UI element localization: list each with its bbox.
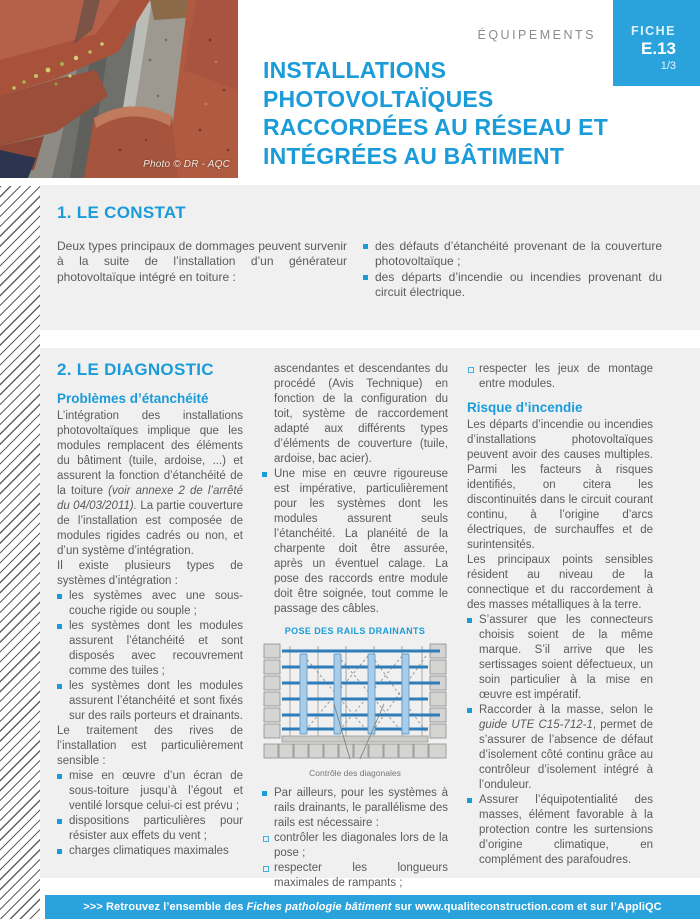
diagnostic-column-1 <box>57 362 243 891</box>
rives-list <box>57 769 243 859</box>
hatch-margin-band <box>0 186 40 919</box>
rails-figure-caption: Contrôle des diagonales <box>309 768 401 778</box>
title-line-4: INTÉGRÉES AU BÂTIMENT <box>263 142 565 169</box>
parallelisme-list-continuation <box>467 362 653 392</box>
systeme-item: les systèmes dont les modules assurent l’étanchéité et sont disposés avec recouvrement comme des tuiles ; <box>57 619 243 679</box>
etancheite-p1-text: L’intégration des installations photovoltaïques implique que les modules remplacent des éléments du bâtiment (tuile, ardoise, ...) et assurent la fonction d’étanchéité de la toiture <box>57 410 243 497</box>
mise-en-oeuvre-item: Une mise en œuvre rigoureuse est impérative, particulièrement pour les systèmes dont les modules assurent seuls l’étanchéité. La planéité de la charpente doit être assurée, après un éventuel calage. La pose des raccords entre module doit être soignée, tout comme le passage des câbles. <box>262 467 448 617</box>
incendie-b2-text-end: , permet de s’assurer de l’absence de défaut d’isolement côté continu grâce au contrôleur d’isolement intégré à l’onduleur. <box>479 719 653 791</box>
incendie-b2-text: Raccorder à la masse, selon le <box>479 704 653 716</box>
etancheite-p1-reference: (voir annexe 2 de l’arrêté du 04/03/2011). <box>57 485 243 512</box>
etancheite-paragraph-1 <box>57 409 243 559</box>
photo-credit: Photo © DR - AQC <box>143 159 230 170</box>
subheading-etancheite: Problèmes d’étanchéité <box>57 391 209 406</box>
section-diagnostic-heading: 2. LE DIAGNOSTIC <box>57 360 214 379</box>
incendie-paragraph-1: Les départs d’incendie ou incendies d’installations photovoltaïques peuvent avoir des causes multiples. Parmi les facteurs à risques identifiés, on citera les discontinuités dans le circuit courant continu, à l’origine d’arcs électriques, de surchauffes et de surintensités. <box>467 419 653 551</box>
rives-item-continuation: ascendantes et descendantes du procédé (Avis Technique) en fonction de la configuration du toit, système de raccordement adapté aux différents types d’éléments de couverture (tuile, ardoise, bac acier). <box>274 363 448 465</box>
diagnostic-column-3 <box>467 362 653 891</box>
parallelisme-subitem: respecter les jeux de montage entre modules. <box>467 362 653 392</box>
incendie-paragraph-2: Les principaux points sensibles résident au niveau de la connectique et du raccordement à des masses métalliques à la terre. <box>467 554 653 611</box>
systeme-item: les systèmes avec une sous-couche rigide ou souple ; <box>57 589 243 619</box>
parallelisme-list <box>262 786 448 891</box>
roof-photo-image <box>0 0 238 178</box>
rails-figure-title: POSE DES RAILS DRAINANTS <box>284 626 426 636</box>
section-constat-heading: 1. LE CONSTAT <box>57 203 186 222</box>
incendie-item: S’assurer que les connecteurs choisis soient de la même marque. S’il arrive que les sertissages soient défectueux, un soin particulier à la mise en œuvre est impératif. <box>467 613 653 703</box>
fiche-page-number: 1/3 <box>660 60 676 72</box>
rives-item: mise en œuvre d’un écran de sous-toiture jusqu’à l’égout et ventilé lorsque celui-ci est prévu ; <box>57 769 243 814</box>
systeme-item: les systèmes dont les modules assurent l’étanchéité et sont fixés sur des rails porteurs et drainants. <box>57 679 243 724</box>
parallelisme-intro: Par ailleurs, pour les systèmes à rails drainants, le parallélisme des rails est nécessaire : <box>262 786 448 831</box>
title-line-3: RACCORDÉES AU RÉSEAU ET <box>263 114 608 140</box>
incendie-b2-guide-reference: guide UTE C15-712-1 <box>479 719 593 731</box>
systemes-list <box>57 589 243 724</box>
title-line-1: INSTALLATIONS <box>263 57 447 83</box>
constat-bullet: des départs d’incendie ou incendies provenant du circuit électrique. <box>363 270 662 301</box>
category-label: ÉQUIPEMENTS <box>477 28 596 42</box>
etancheite-paragraph-2: Il existe plusieurs types de systèmes d’intégration : <box>57 560 243 587</box>
footer-collection-name: Fiches pathologie bâtiment <box>246 901 392 913</box>
incendie-item: Assurer l’équipotentialité des masses, élément favorable à la protection contre les surtensions d’origine climatique, en complément des parafoudres. <box>467 793 653 868</box>
constat-bullet-list <box>363 239 662 301</box>
rives-item: dispositions particulières pour résister aux effets du vent ; <box>57 814 243 844</box>
section-constat <box>40 185 700 330</box>
title-line-2: PHOTOVOLTAÏQUES <box>263 85 494 112</box>
constat-bullet: des défauts d’étanchéité provenant de la couverture photovoltaïque ; <box>363 239 662 270</box>
roof-photo <box>0 0 238 178</box>
footer-banner <box>45 895 700 919</box>
rails-diagram <box>262 642 448 760</box>
section-diagnostic <box>40 348 700 889</box>
constat-intro: Deux types principaux de dommages peuvent survenir à la suite de l’installation d’un générateur photovoltaïque intégré en toiture : <box>57 239 347 284</box>
fiche-label: FICHE <box>631 24 676 38</box>
subheading-incendie: Risque d’incendie <box>467 400 583 415</box>
rives-item: charges climatiques maximales <box>57 844 243 859</box>
fiche-code: E.13 <box>641 39 676 58</box>
page-title <box>263 56 663 170</box>
rives-paragraph: Le traitement des rives de l’installation est particulièrement sensible : <box>57 725 243 767</box>
rails-figure <box>262 624 448 781</box>
etancheite-p1-text-end: La partie couverture de l’installation est composée de modules rigides cadrés ou non, et d’un système d’intégration. <box>57 500 243 557</box>
footer-text-end: sur www.qualiteconstruction.com et sur l’AppliQC <box>394 901 662 913</box>
diagnostic-column-2 <box>262 362 448 891</box>
footer-text-start: >>> Retrouvez l’ensemble des <box>83 901 244 913</box>
incendie-item <box>467 703 653 793</box>
mise-en-oeuvre-list <box>262 467 448 617</box>
parallelisme-subitem: respecter les longueurs maximales de rampants ; <box>262 861 448 891</box>
incendie-list <box>467 613 653 868</box>
parallelisme-subitem: contrôler les diagonales lors de la pose ; <box>262 831 448 861</box>
